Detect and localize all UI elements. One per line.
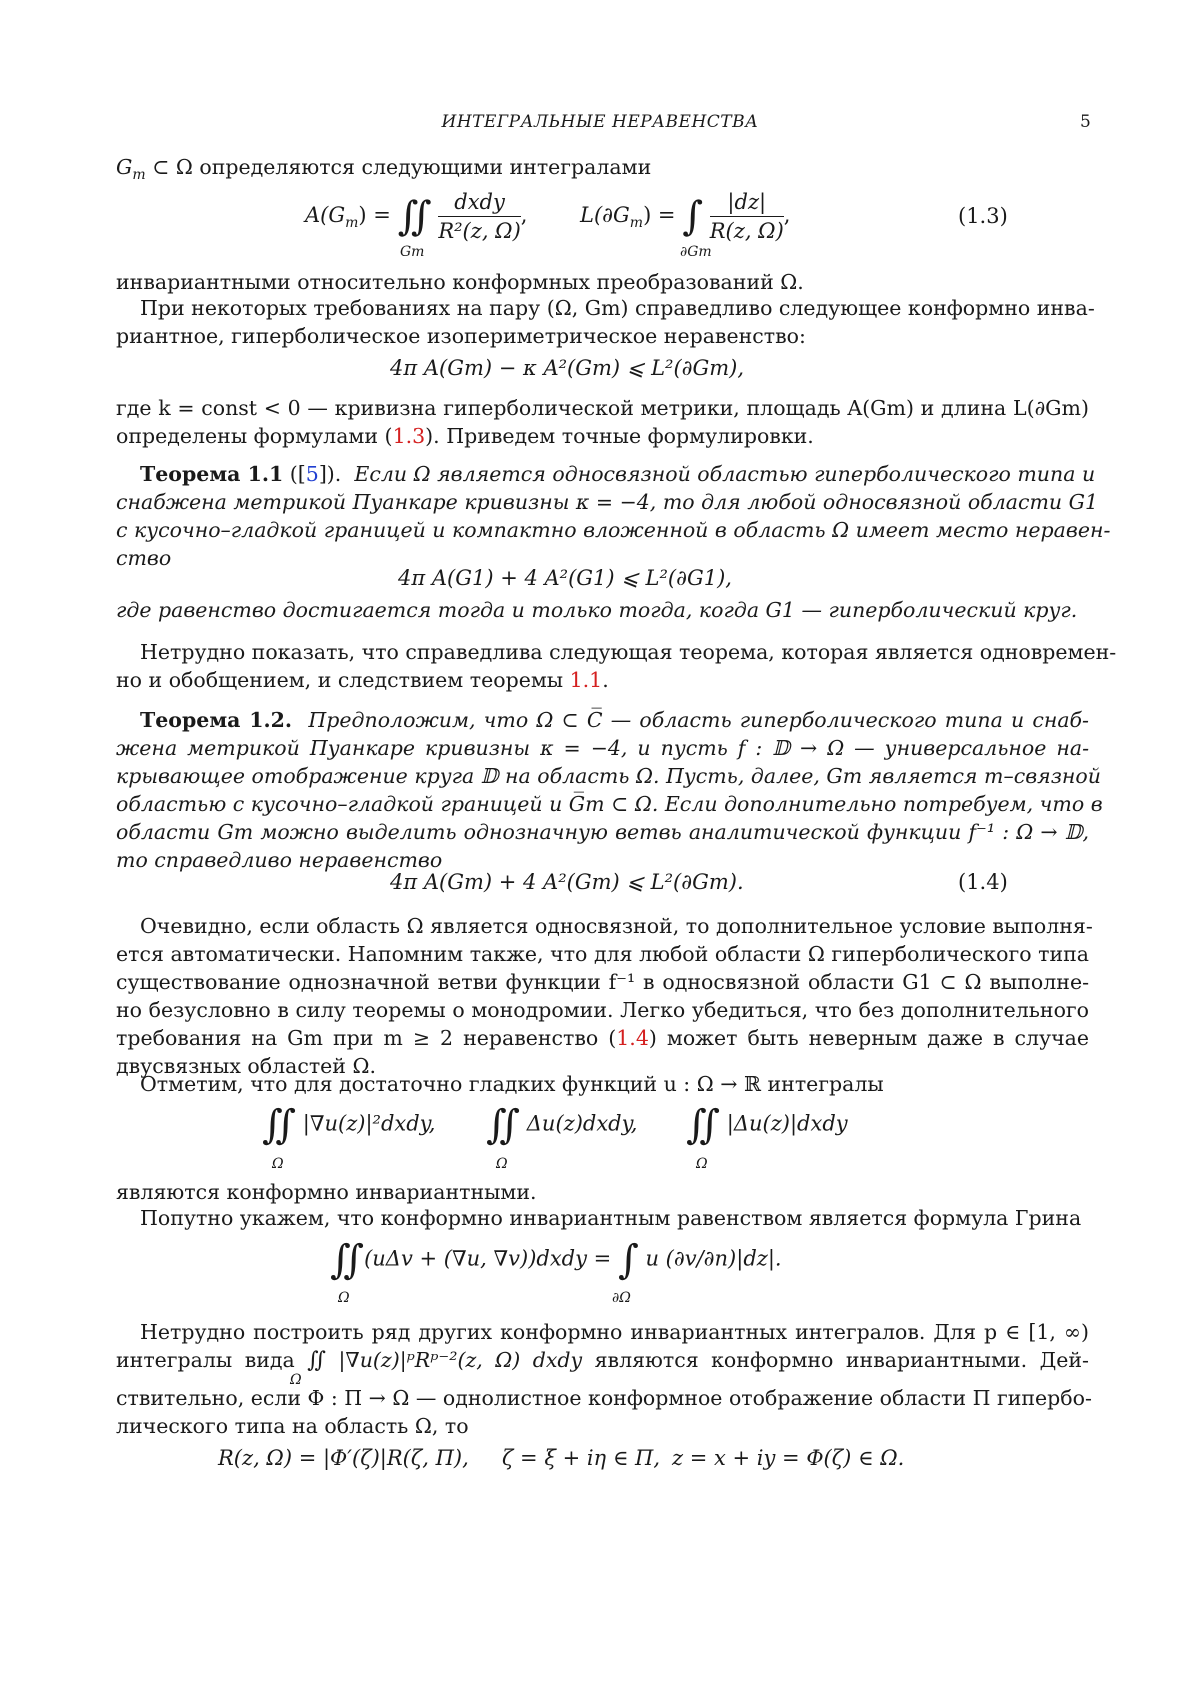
text-line: двусвязных областей Ω.	[116, 1054, 376, 1078]
integral-abs-laplacian	[686, 1102, 848, 1148]
eq-length-eq: ) =	[643, 203, 676, 227]
paragraph-requirements	[116, 294, 1095, 350]
intro-text: ⊂ Ω определяются следующими интегралами	[145, 155, 652, 179]
theorem-text: с кусочно–гладкой границей и компактно вложенной в область Ω имеет место неравен-	[116, 518, 1111, 542]
eq-area-lhs: A(G	[305, 203, 346, 227]
inline-integral-expr: |∇u(z)|ᵖRᵖ⁻²(z, Ω) dxdy	[338, 1348, 583, 1372]
paragraph-intro	[116, 153, 1089, 189]
cite-bracket: ([	[283, 462, 306, 486]
final-formula-part2: ζ = ξ + iη ∈ Π,	[502, 1446, 661, 1470]
eq-length-lhs: L(∂G	[580, 203, 630, 227]
integral-sign: ∫	[617, 1237, 639, 1283]
theorem-text: жена метрикой Пуанкаре кривизны κ = −4, и пусть f : 𝔻 → Ω — универсальное на-	[116, 736, 1089, 760]
text-line: лического типа на область Ω, то	[116, 1414, 469, 1438]
frac-den: R(z, Ω)	[709, 219, 784, 243]
theorem-1-1-formula: 4π A(G1) + 4 A²(G1) ⩽ L²(∂G1),	[398, 566, 732, 590]
paragraph-note	[116, 1070, 1089, 1098]
text-line: инвариантными относительно конформных преобразований Ω.	[116, 270, 804, 294]
isoperimetric-inequality: 4π A(Gm) − κ A²(Gm) ⩽ L²(∂Gm),	[390, 356, 745, 380]
double-integral-sign: ∬	[397, 193, 432, 240]
text-line: ствительно, если Φ : Π → Ω — однолистное конформное отображение области Π гипербо-	[116, 1386, 1092, 1410]
integral-domain: ∂Gm	[680, 244, 712, 260]
integral-laplacian	[486, 1102, 638, 1148]
theorem-reference-link[interactable]: 1.1	[569, 668, 603, 692]
fraction-area	[438, 190, 520, 243]
eq-area-eq: ) =	[358, 203, 391, 227]
paragraph-green	[116, 1204, 1089, 1232]
cite-bracket: ]).	[318, 462, 342, 486]
text-line: ется автоматически. Напомним также, что для любой области Ω гиперболического типа	[116, 942, 1089, 966]
text-line: Очевидно, если область Ω является односвязной, то дополнительное условие выполня-	[140, 914, 1093, 938]
integral-domain: Ω	[338, 1290, 350, 1306]
theorem-1-1-conclusion	[116, 596, 1089, 624]
integral-expr: |Δu(z)|dxdy	[726, 1111, 848, 1136]
paragraph-obviously	[116, 912, 1093, 1080]
theorem-text: ство	[116, 546, 172, 570]
final-formula-part3: z = x + iy = Φ(ζ) ∈ Ω.	[672, 1446, 905, 1470]
double-integral-sign: ∬	[262, 1102, 297, 1148]
integral-domain: Ω	[290, 1372, 302, 1388]
text-fragment: ). Приведем точные формулировки.	[425, 424, 814, 448]
text-line: Попутно укажем, что конформно инвариантным равенством является формула Грина	[140, 1206, 1082, 1230]
equation-reference-link[interactable]: 1.4	[616, 1026, 649, 1050]
text-line: но безусловно в силу теоремы о монодромии. Легко убедиться, что без дополнительного	[116, 998, 1089, 1022]
text-fragment: определены формулами (	[116, 424, 393, 448]
double-integral-sign: ∬	[486, 1102, 521, 1148]
text-fragment: интегралы вида	[116, 1348, 295, 1372]
text-line: являются конформно инвариантными.	[116, 1180, 537, 1204]
integral-domain: Gm	[400, 244, 425, 260]
green-rhs: u (∂v/∂n)|dz|.	[645, 1246, 782, 1271]
running-title: ИНТЕГРАЛЬНЫЕ НЕРАВЕНСТВА	[441, 112, 759, 132]
frac-num: dxdy	[438, 190, 520, 217]
theorem-label: Теорема 1.2.	[140, 708, 293, 732]
page-number: 5	[1080, 112, 1091, 132]
equation-number: (1.4)	[958, 870, 1008, 894]
frac-den: R²(z, Ω)	[438, 219, 521, 243]
theorem-text: снабжена метрикой Пуанкаре кривизны κ = −4, то для любой односвязной области G1	[116, 490, 1099, 514]
equation-reference-link[interactable]: 1.3	[392, 424, 426, 448]
paragraph-other-integrals-cont	[116, 1384, 1092, 1440]
equation-length: $L(\partial G_m)$ = ∫ $\frac{|dz|}{R(z, \Omega)}$ ,	[580, 190, 791, 243]
text-line: Отметим, что для достаточно гладких функций u : Ω → ℝ интегралы	[140, 1072, 884, 1096]
text-fragment: требования на Gm при m ≥ 2 неравенство (	[116, 1026, 617, 1050]
integral-domain: Ω	[496, 1156, 508, 1172]
paragraph-not-hard	[116, 638, 1117, 694]
eq-length-lhs-sub: m	[629, 215, 644, 232]
text-line: Нетрудно показать, что справедлива следующая теорема, которая является одновремен-	[140, 640, 1117, 664]
text-fragment: .	[602, 668, 609, 692]
theorem-text: то справедливо неравенство	[116, 848, 443, 872]
theorem-1-2-formula: 4π A(Gm) + 4 A²(Gm) ⩽ L²(∂Gm).	[390, 870, 744, 894]
integral-expr: Δu(z)dxdy,	[526, 1111, 638, 1136]
inline-integral: ∬ |∇u(z)|ᵖRᵖ⁻²(z, Ω) dxdy	[307, 1348, 583, 1373]
text-fragment: являются конформно инвариантными. Дей-	[594, 1348, 1089, 1372]
text-line: риантное, гиперболическое изопериметрическое неравенство:	[116, 324, 806, 348]
text-line: Нетрудно построить ряд других конформно инвариантных интегралов. Для p ∈ [1, ∞)	[140, 1320, 1089, 1344]
citation-link[interactable]: 5	[305, 462, 319, 486]
integral-domain: ∂Ω	[612, 1290, 631, 1306]
theorem-text: области Gm можно выделить однозначную ветвь аналитической функции f⁻¹ : Ω → 𝔻,	[116, 820, 1089, 844]
lead-sub: m	[132, 167, 146, 184]
theorem-text: Если Ω является односвязной областью гиперболического типа и	[354, 462, 1096, 486]
equation-number: (1.3)	[958, 204, 1008, 228]
paragraph-other-integrals	[116, 1318, 1089, 1375]
text-line: где k = const < 0 — кривизна гиперболической метрики, площадь A(Gm) и длина L(∂Gm)	[116, 396, 1089, 420]
theorem-label: Теорема 1.1	[140, 462, 284, 486]
integral-domain: Ω	[272, 1156, 284, 1172]
theorem-text: Предположим, что Ω ⊂ C̅ — область гиперболического типа и снаб-	[308, 708, 1089, 732]
theorem-1-1	[116, 460, 1111, 572]
integral-domain: Ω	[696, 1156, 708, 1172]
equation-area: $A(G_m)$ = ∬ $\frac{\text{dxdy}}{\text{R²(z, Ω)}}$ ,	[305, 190, 528, 243]
integral-sign: ∫	[682, 193, 704, 240]
paragraph-where	[116, 394, 1089, 450]
fraction-length	[710, 190, 784, 243]
theorem-text: крывающее отображение круга 𝔻 на область Ω. Пусть, далее, Gm является m–связной	[116, 764, 1101, 788]
green-formula	[330, 1237, 782, 1283]
text-fragment: ) может быть неверным даже в случае	[648, 1026, 1089, 1050]
lead-math: G	[116, 155, 133, 179]
double-integral-sign: ∬	[330, 1237, 365, 1283]
integral-gradient	[262, 1102, 436, 1148]
text-fragment: но и обобщением, и следствием теоремы	[116, 668, 570, 692]
integral-expr: |∇u(z)|²dxdy,	[302, 1111, 436, 1136]
final-formula-part1: R(z, Ω) = |Φ′(ζ)|R(ζ, Π),	[218, 1446, 469, 1470]
text-line: При некоторых требованиях на пару (Ω, Gm) справедливо следующее конформно инва-	[140, 296, 1095, 320]
text-line: существование однозначной ветви функции f⁻¹ в односвязной области G1 ⊂ Ω выполне-	[116, 970, 1089, 994]
paragraph-invariant	[116, 268, 1089, 296]
frac-num: |dz|	[710, 190, 784, 217]
theorem-text: где равенство достигается тогда и только тогда, когда G1 — гиперболический круг.	[116, 598, 1078, 622]
eq-area-lhs-sub: m	[345, 215, 359, 232]
theorem-text: областью с кусочно–гладкой границей и G̅m ⊂ Ω. Если дополнительно потребуем, что в	[116, 792, 1103, 816]
green-lhs: (uΔv + (∇u, ∇v))dxdy =	[364, 1246, 612, 1271]
theorem-1-2	[116, 706, 1103, 874]
double-integral-sign: ∬	[686, 1102, 721, 1148]
paragraph-are-invariant	[116, 1178, 1089, 1206]
